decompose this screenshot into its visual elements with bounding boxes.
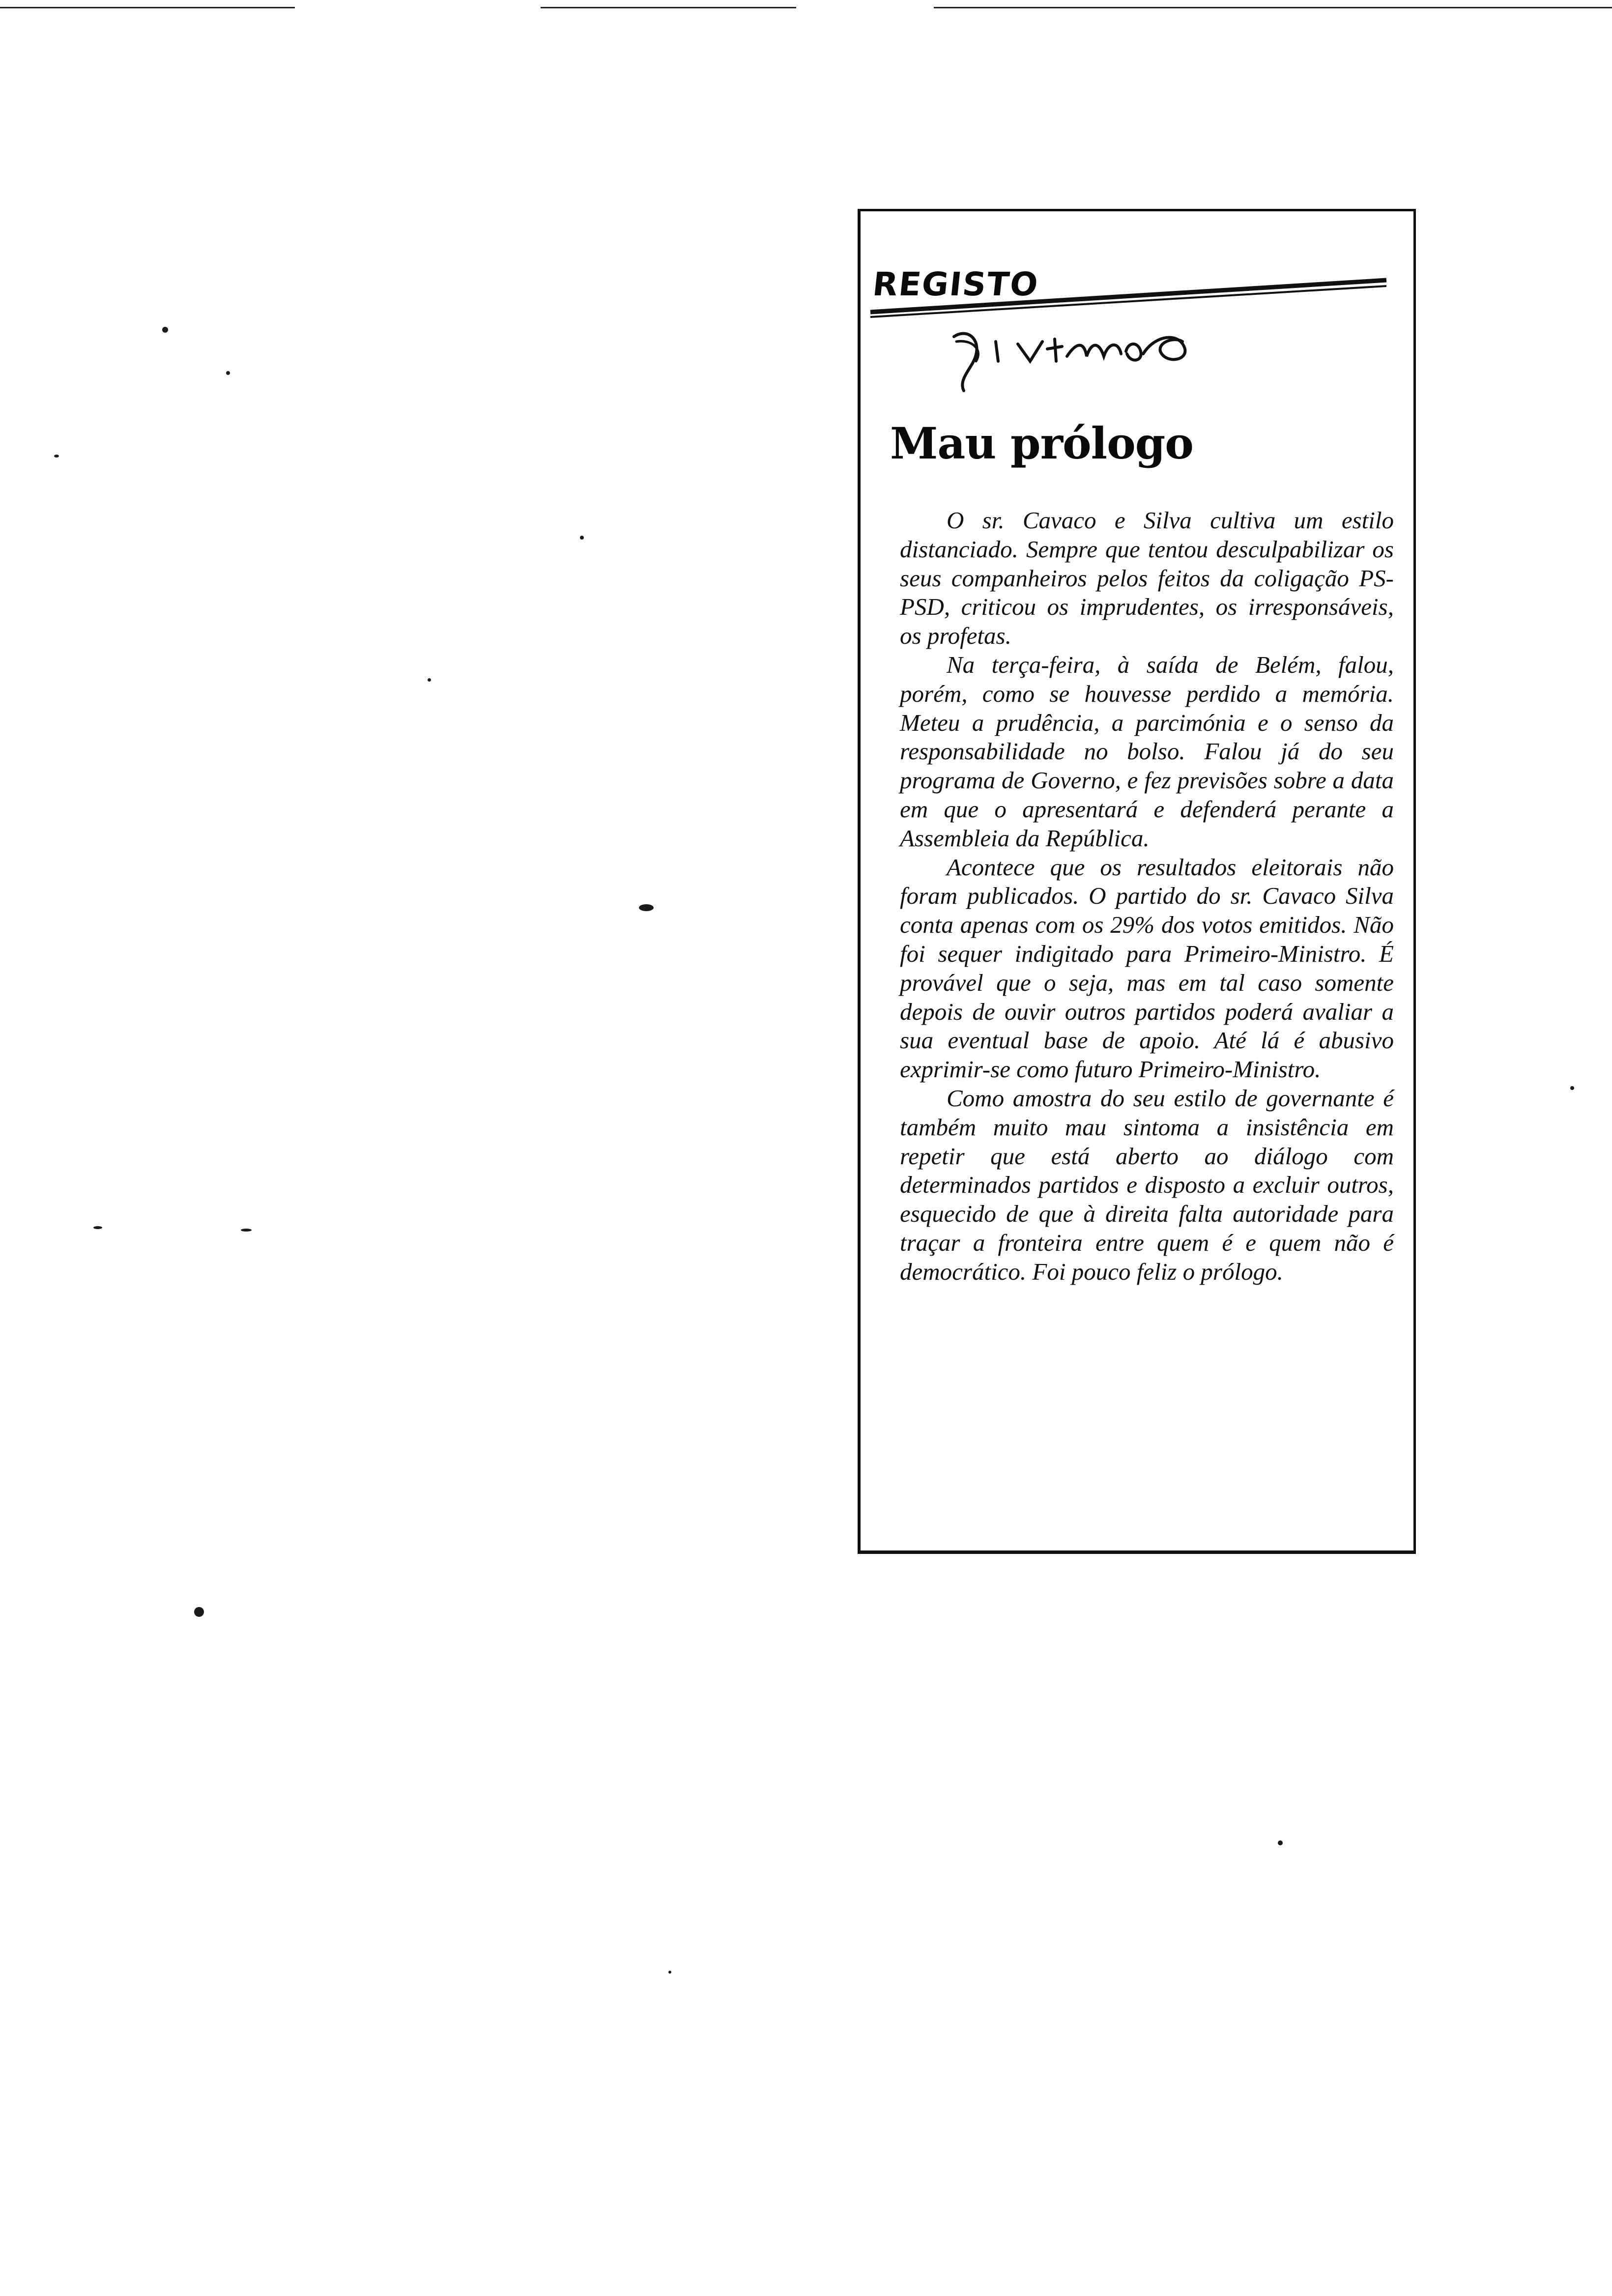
scan-speck xyxy=(241,1229,252,1232)
paragraph: Acontece que os resultados eleitorais não foram publicados. O partido do sr. Cavaco Silva conta apenas com os 29% dos votos emitidos. Não foi sequer indigitado para Primeiro-Ministro. É provável que o seja, mas em tal caso somente depois de ouvir outros partidos poderá avaliar a sua eventual base de apoio. Até lá é abusivo exprimir-se como futuro Primeiro-Ministro. xyxy=(900,853,1394,1083)
scan-speck xyxy=(639,904,654,911)
scan-speck xyxy=(668,1971,671,1974)
paragraph: Na terça-feira, à saída de Belém, falou, porém, como se houvesse perdido a memória. Meteu a prudência, a parcimónia e o senso da responsabilidade no bolso. Falou já do seu programa de Governo, e fez previsões sobre a data em que o apresentará e defenderá perante a Assembleia da República. xyxy=(900,651,1394,852)
paragraph: Como amostra do seu estilo de governante é também muito mau sintoma a insistência em repetir que está aberto ao diálogo com determinados partidos e disposto a excluir outros, esquecido de que à direita falta autoridade para traçar a fronteira entre quem é e quem não é democrático. Foi pouco feliz o prólogo. xyxy=(900,1084,1394,1285)
scan-speck xyxy=(194,1607,204,1617)
scan-speck xyxy=(54,455,59,458)
section-label: REGISTO xyxy=(870,265,1041,303)
scan-speck xyxy=(226,371,230,375)
scan-speck xyxy=(93,1226,102,1229)
scan-speck xyxy=(1278,1840,1283,1845)
newspaper-clipping xyxy=(858,209,1416,1554)
scan-edge-line xyxy=(541,7,796,8)
scan-speck xyxy=(428,678,431,682)
article-body xyxy=(900,506,1394,1287)
scan-edge-line xyxy=(934,7,1612,8)
paragraph: O sr. Cavaco e Silva cultiva um estilo distanciado. Sempre que tentou desculpabilizar os seus companheiros pelos feitos da coligação PS-PSD, criticou os imprudentes, os irresponsáveis, os profetas. xyxy=(900,507,1394,650)
scan-speck xyxy=(580,536,584,540)
scan-edge-line xyxy=(0,7,295,8)
handwritten-note xyxy=(949,322,1224,396)
scan-speck xyxy=(1570,1086,1574,1090)
scan-speck xyxy=(162,327,168,333)
headline: Mau prólogo xyxy=(890,418,1193,469)
